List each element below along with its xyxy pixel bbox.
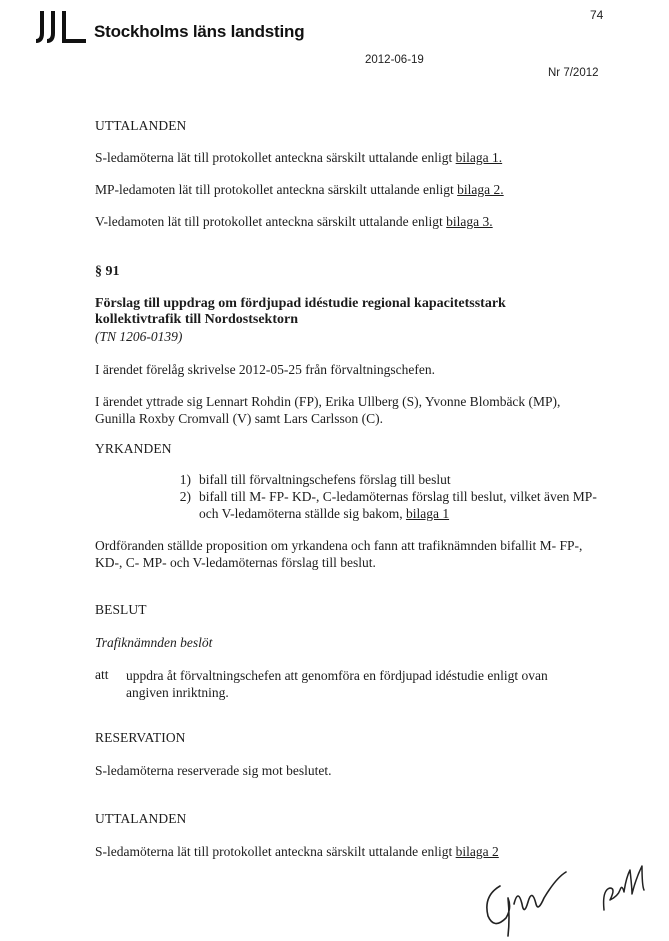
statement-text: MP-ledamoten lät till protokollet anteckna särskilt uttalande enligt [95, 182, 458, 197]
paragraph-title-line1: Förslag till uppdrag om fördjupad idéstudie regional kapacitetsstark [95, 296, 506, 311]
speakers-line1: I ärendet yttrade sig Lennart Rohdin (FP), Erika Ullberg (S), Yvonne Blombäck (MP), [95, 394, 561, 409]
intro-text: I ärendet förelåg skrivelse 2012-05-25 från förvaltningschefen. [95, 362, 435, 377]
att-label: att [95, 667, 109, 682]
appendix-link[interactable]: bilaga 2. [457, 182, 504, 197]
paragraph-title-line2: kollektivtrafik till Nordostsektorn [95, 312, 298, 327]
decision-body: Trafiknämnden beslöt [95, 635, 213, 650]
proposition-line2: KD-, C- MP- och V-ledamöternas förslag till beslut. [95, 555, 376, 570]
statement-text: V-ledamoten lät till protokollet anteckna särskilt uttalande enligt [95, 214, 447, 229]
appendix-link[interactable]: bilaga 1. [455, 150, 503, 165]
statement-line [95, 843, 499, 861]
motion-continuation [199, 505, 449, 522]
statement-text: S-ledamöterna lät till protokollet anteckna särskilt uttalande enligt [95, 150, 456, 165]
statement-text: S-ledamöterna lät till protokollet anteckna särskilt uttalande enligt [95, 844, 456, 859]
page-number: 74 [590, 8, 604, 22]
document-date: 2012-06-19 [365, 54, 424, 66]
sll-logo-icon [36, 11, 88, 43]
signature-initials-icon [478, 868, 578, 938]
proposition-line1: Ordföranden ställde proposition om yrkandena och fann att trafiknämnden bifallit M- FP-, [95, 538, 583, 553]
organization-name: Stockholms läns landsting [94, 22, 305, 41]
speakers-line2: Gunilla Roxby Cromvall (V) samt Lars Carlsson (C). [95, 411, 383, 426]
section-heading-yrkanden: YRKANDEN [95, 441, 172, 456]
statement-line [95, 181, 504, 199]
reservation-text: S-ledamöterna reserverade sig mot beslutet. [95, 763, 332, 778]
decision-line1: uppdra åt förvaltningschefen att genomföra en fördjupad idéstudie enligt ovan [126, 668, 548, 683]
case-number: (TN 1206-0139) [95, 329, 183, 344]
motion-text: bifall till förvaltningschefens förslag till beslut [199, 472, 451, 487]
appendix-link[interactable]: bilaga 2 [455, 844, 499, 859]
appendix-link[interactable]: bilaga 1 [405, 506, 450, 521]
statement-line [95, 213, 493, 231]
document-number: Nr 7/2012 [548, 67, 599, 79]
section-heading-uttalanden-2: UTTALANDEN [95, 811, 187, 826]
motion-item [169, 471, 451, 488]
motion-text: och V-ledamöterna ställde sig bakom, [199, 506, 406, 521]
section-heading-beslut: BESLUT [95, 602, 147, 617]
motion-number: 1) [179, 472, 191, 487]
decision-text [126, 667, 596, 701]
motion-item [169, 488, 597, 505]
decision-line2: angiven inriktning. [126, 685, 229, 700]
signature-initials-icon [598, 860, 658, 920]
section-heading-uttalanden: UTTALANDEN [95, 118, 187, 133]
motion-text: bifall till M- FP- KD-, C-ledamöternas förslag till beslut, vilket även MP- [199, 489, 597, 504]
appendix-link[interactable]: bilaga 3. [446, 214, 493, 229]
paragraph-number: § 91 [95, 264, 120, 279]
section-heading-reservation: RESERVATION [95, 730, 186, 745]
statement-line [95, 149, 502, 167]
motion-number: 2) [179, 489, 191, 504]
